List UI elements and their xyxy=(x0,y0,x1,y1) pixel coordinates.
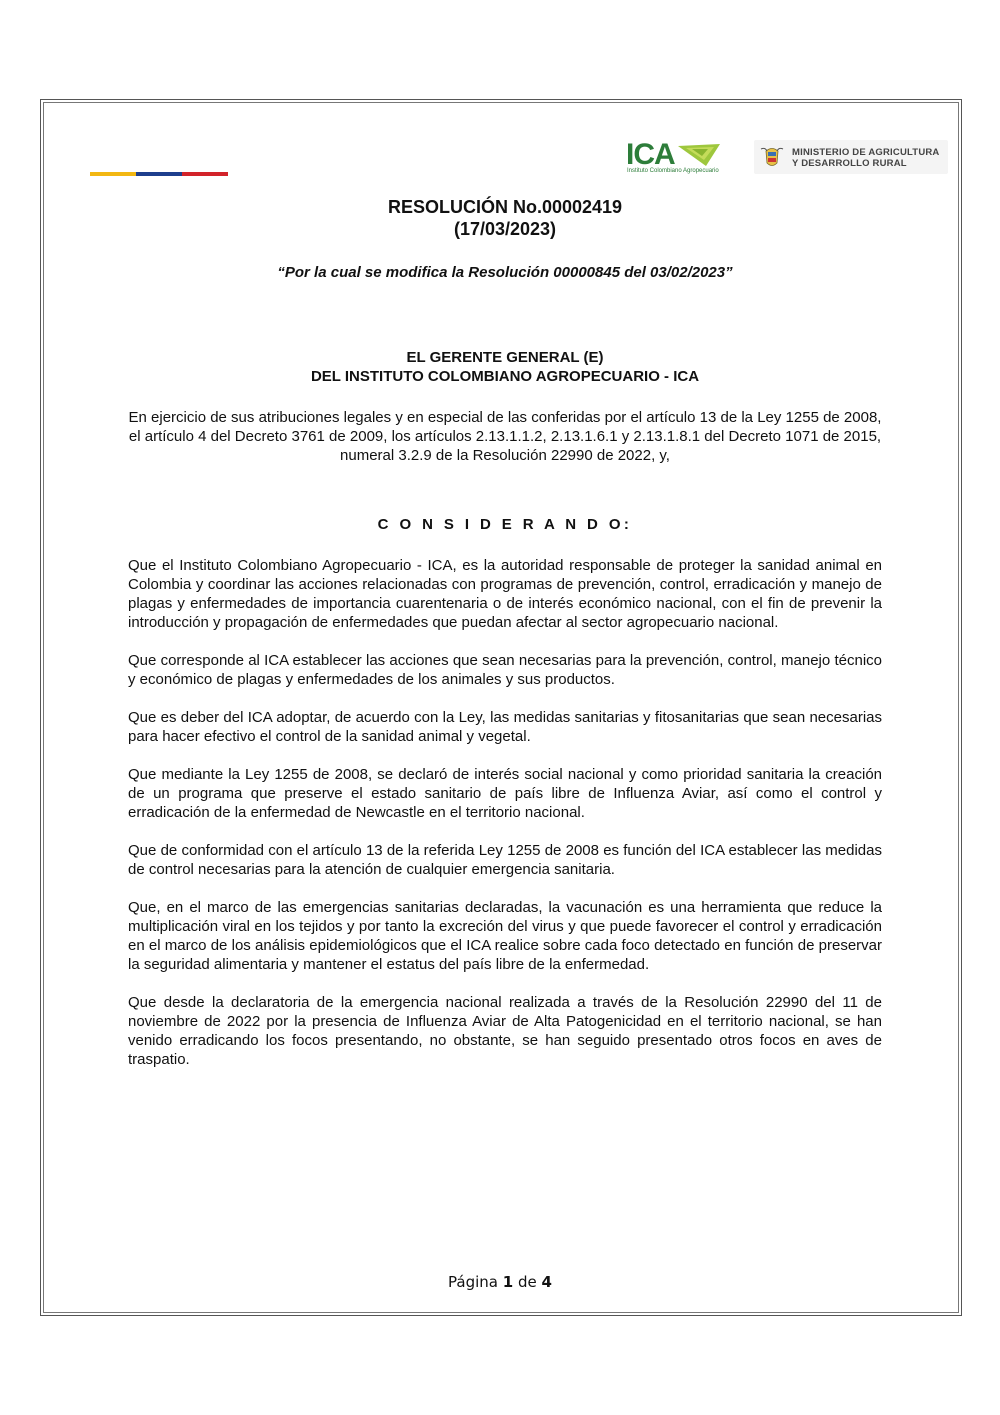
colombia-flag-stripe xyxy=(90,172,228,176)
page-word: Página xyxy=(448,1273,498,1291)
consideration-paragraph: Que de conformidad con el artículo 13 de la referida Ley 1255 de 2008 es función del ICA establecer las medidas de control necesarias para la atención de cualquier emergencia sanitaria. xyxy=(128,842,882,878)
resolution-number: RESOLUCIÓN No.00002419 xyxy=(387,197,623,217)
consideration-paragraph: Que el Instituto Colombiano Agropecuario - ICA, es la autoridad responsable de proteger la sanidad animal en Colombia y coordinar las acciones relacionadas con programas de prevención, control, erradicación y manejo de plagas y enfermedades de importancia cuarentenaria o de interés económico nacional, con el fin de prevenir la introducción y propagación de enfermedades que puedan afectar al sector agropecuario nacional. xyxy=(128,557,882,631)
authority-line2: DEL INSTITUTO COLOMBIANO AGROPECUARIO - ICA xyxy=(310,368,700,385)
ministry-name xyxy=(792,147,940,169)
consideration-paragraph: Que mediante la Ley 1255 de 2008, se declaró de interés social nacional y como prioridad sanitaria la creación de un programa que preserve el estado sanitario de país libre de Influenza Aviar, así como el control y erradicación de la enfermedad de Newcastle en el territorio nacional. xyxy=(128,766,882,821)
ministry-name-line2: Y DESARROLLO RURAL xyxy=(792,158,907,169)
ica-logo-subtitle: Instituto Colombiano Agropecuario xyxy=(627,168,719,174)
consideration-paragraph: Que, en el marco de las emergencias sanitarias declaradas, la vacunación es una herramienta que reduce la multiplicación viral en los tejidos y por tanto la excreción del virus y que puede favorecer el control y erradicación en el marco de los análisis epidemiológicos que el ICA realice sobre cada foco detectado en función de preservar la seguridad alimentaria y mantener el estatus del país libre de la enfermedad. xyxy=(128,899,882,973)
page-current: 1 xyxy=(502,1273,514,1291)
flag-yellow-stripe xyxy=(90,172,136,176)
authority-line1: EL GERENTE GENERAL (E) xyxy=(406,349,604,366)
ica-logo-letters: ICA xyxy=(626,138,675,171)
of-word: de xyxy=(517,1273,537,1291)
consideration-paragraph: Que corresponde al ICA establecer las acciones que sean necesarias para la prevención, control, manejo técnico y económico de plagas y enfermedades de los animales y sus productos. xyxy=(128,652,882,688)
consideration-paragraph: Que desde la declaratoria de la emergencia nacional realizada a través de la Resolución 22990 del 11 de noviembre de 2022 por la presencia de Influenza Aviar de Alta Patogenicidad en el territorio nacional, se han venido erradicando los focos presentando, no obstante, se han seguido presentado otros focos en aves de traspatio. xyxy=(128,994,882,1068)
ministry-name-line1: MINISTERIO DE AGRICULTURA xyxy=(792,147,940,158)
resolution-subject: “Por la cual se modifica la Resolución 00000845 del 03/02/2023” xyxy=(277,264,733,281)
resolution-date: (17/03/2023) xyxy=(453,219,557,239)
considerando-heading: C O N S I D E R A N D O: xyxy=(377,516,633,533)
considerations-body xyxy=(128,556,882,1088)
issuing-authority xyxy=(128,348,882,386)
consideration-paragraph: Que es deber del ICA adoptar, de acuerdo con la Ley, las medidas sanitarias y fitosanitarias que sean necesarias para hacer efectivo el control de la sanidad animal y vegetal. xyxy=(128,709,882,745)
resolution-title xyxy=(128,196,882,240)
ica-logo xyxy=(626,140,722,176)
flag-red-stripe xyxy=(182,172,228,176)
ica-leaf-icon xyxy=(676,142,722,168)
ministry-logo xyxy=(754,140,948,174)
colombia-coat-of-arms-icon xyxy=(758,143,786,171)
flag-blue-stripe xyxy=(136,172,182,176)
page-footer xyxy=(0,1273,1000,1291)
intro-paragraph: En ejercicio de sus atribuciones legales y en especial de las conferidas por el artículo 13 de la Ley 1255 de 2008, el artículo 4 del Decreto 3761 de 2009, los artículos 2.13.1.1.2, 2.13.1.6.1 y 2.13.1.8.1 del Decreto 1071 de 2015, numeral 3.2.9 de la Resolución 22990 de 2022, y, xyxy=(128,409,882,464)
page-total: 4 xyxy=(541,1273,552,1291)
